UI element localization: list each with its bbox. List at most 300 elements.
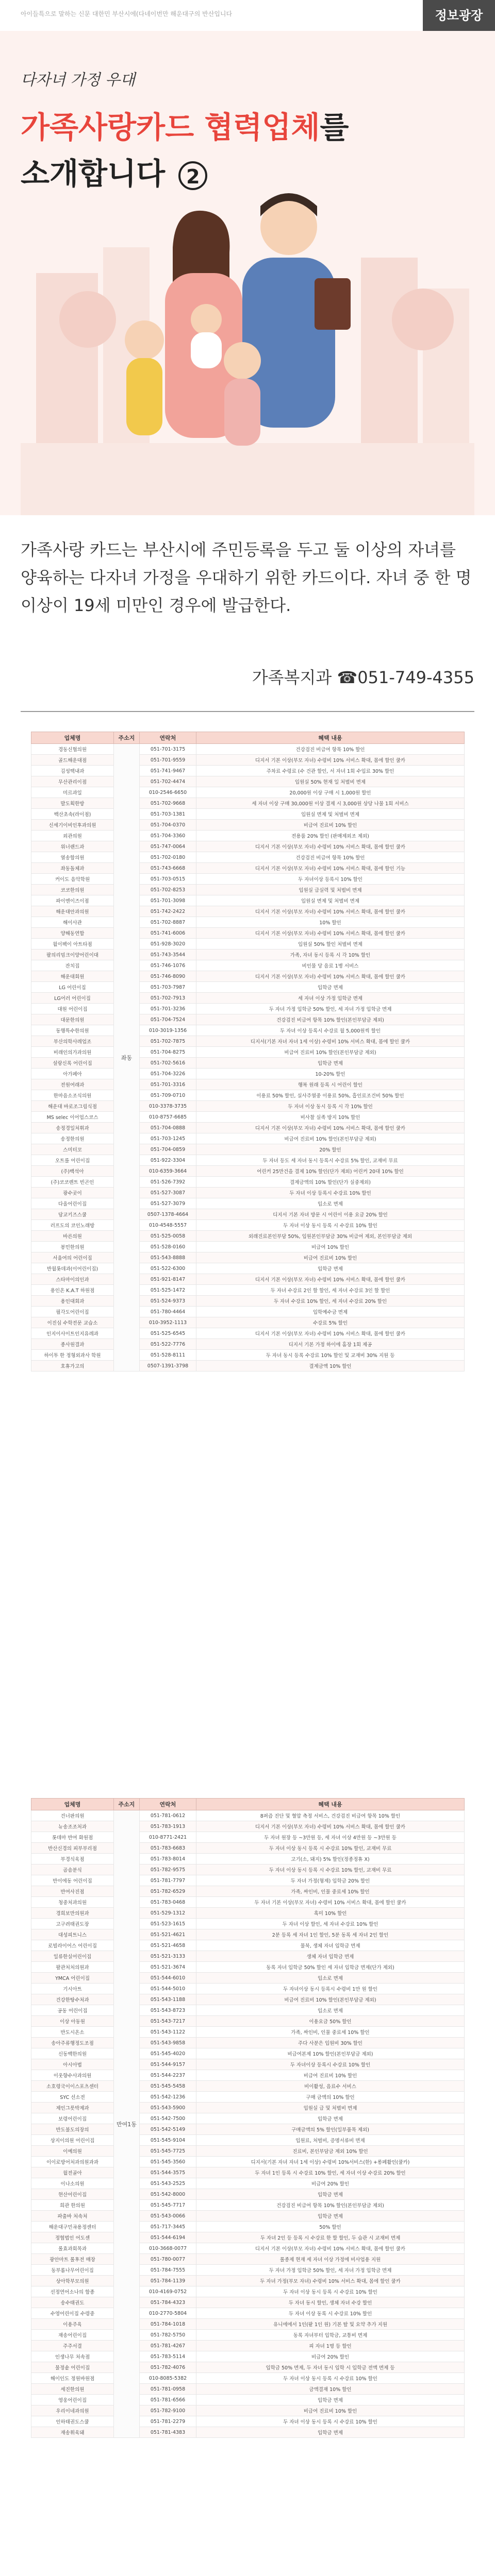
table-row <box>31 885 465 895</box>
business-name-cell: 보령어린이집 <box>31 2113 114 2124</box>
phone-cell: 051-542-7500 <box>140 2113 196 2124</box>
benefit-cell: 두 자녀 이상 동시 등록 시 수강료 10% 할인 <box>196 1220 465 1231</box>
benefit-cell: 어린커 25만건을 결제 10% 할인(단가 제외) 어린커 20대 10% 할인 <box>196 1166 465 1177</box>
table-header-row <box>31 732 465 744</box>
business-name-cell: 월전골아 <box>31 2167 114 2178</box>
phone-cell: 051-544-3575 <box>140 2167 196 2178</box>
phone-cell: 051-702-7913 <box>140 993 196 1004</box>
table-row <box>31 2384 465 2395</box>
phone-cell: 051-528-0160 <box>140 1242 196 1252</box>
business-name-cell: LG 어린이집 <box>31 982 114 993</box>
phone-cell: 051-545-3560 <box>140 2157 196 2167</box>
benefit-cell: 비인물 당 음료 1병 서비스 <box>196 960 465 971</box>
region-cell: 반여1동 <box>114 1810 140 2438</box>
business-name-cell: 곰솜분식 <box>31 1865 114 1875</box>
benefit-cell: 두 자녀 이상 동시 등록 시 수강료 10% 할인 <box>196 2286 465 2297</box>
business-name-cell: 반산신경의 피부부리점 <box>31 1843 114 1854</box>
benefit-cell: 디지서 기본 이상(부모 자녀) 수령비 10% 서비스 확대, 몸에 할인 기능 <box>196 863 465 874</box>
table-row <box>31 2200 465 2211</box>
table-row <box>31 1004 465 1014</box>
table-row <box>31 2351 465 2362</box>
benefit-cell: 디지서 기본 이상(부모 자녀) 수령비 10% 서비스 확대, 몸에 할인 쿨카 <box>196 1274 465 1285</box>
table-row <box>31 820 465 831</box>
phone-cell: 010-4548-5557 <box>140 1220 196 1231</box>
phone-cell: 051-701-3316 <box>140 1079 196 1090</box>
phone-cell: 051-526-7392 <box>140 1177 196 1188</box>
benefit-cell: 입원실 면제 및 처벌비 면제 <box>196 895 465 906</box>
phone-cell: 051-742-2422 <box>140 906 196 917</box>
table-row <box>31 2048 465 2059</box>
phone-cell: 051-544-5010 <box>140 1984 196 1994</box>
benefit-cell: 입학금 면제 <box>196 982 465 993</box>
business-name-cell: 월이팩이 아트타점 <box>31 939 114 950</box>
phone-cell: 0507-1378-4664 <box>140 1209 196 1220</box>
table-row <box>31 1908 465 1919</box>
business-name-cell: 서울여의 어린이집 <box>31 1252 114 1263</box>
table-row <box>31 841 465 852</box>
business-name-cell: 청중처과의원 <box>31 1897 114 1908</box>
phone-cell: 010-6359-3664 <box>140 1166 196 1177</box>
benefit-cell: 두 자녀 원장 등 ~3만원 등, 세 자녀 이상 4만원 등 ~3만원 등 <box>196 1832 465 1843</box>
table-row <box>31 1014 465 1025</box>
benefit-cell: 건강검진 비급여 항목 10% 할인 <box>196 744 465 755</box>
business-name-cell: 담교키즈스쿨 <box>31 1209 114 1220</box>
table-row <box>31 1973 465 1984</box>
phone-cell: 051-702-9668 <box>140 798 196 809</box>
section-badge: 정보광장 <box>423 0 495 31</box>
benefit-cell: 비급여본제 10% 할인(본인부담금 제외) <box>196 2048 465 2059</box>
phone-cell: 051-782-4076 <box>140 2362 196 2373</box>
phone-cell: 051-781-2279 <box>140 2416 196 2427</box>
phone-cell: 010-8771-2421 <box>140 1832 196 1843</box>
benefit-cell: 두 자녀이상 동시 등록시 수령비 1만 원 할인 <box>196 1984 465 1994</box>
benefit-cell: 두 자녀 2인 등 등록 시 수강료 한 할 할인, 두 습관 시 교재비 면제 <box>196 2232 465 2243</box>
benefit-cell: 디지서 기본 가정 하이에 홈장 1회 제공 <box>196 1339 465 1350</box>
business-name-cell: 주주서결 <box>31 2341 114 2351</box>
business-name-cell: 이이로방어처과의원과과 <box>31 2157 114 2167</box>
table-row <box>31 2232 465 2243</box>
phone-cell: 051-743-6668 <box>140 863 196 874</box>
business-name-cell: 한마음소조식의원 <box>31 1090 114 1101</box>
table-row <box>31 1361 465 1371</box>
benefit-cell: 비급여 20% 할인 <box>196 2351 465 2362</box>
benefit-cell: 외래진료본인부담 50%, 입원본인부담금 30% 비급여 제외, 본인부담금 제외 <box>196 1231 465 1242</box>
phone-cell: 051-702-4474 <box>140 776 196 787</box>
table-row <box>31 2092 465 2103</box>
phone-cell: 051-781-6566 <box>140 2395 196 2405</box>
benefit-cell: 이용료 50% 할인, 실사주열중 이용료 50%, 흡인료조건비 50% 할인 <box>196 1090 465 1101</box>
benefit-cell: 디지서 기본 이상(부모 자녀) 수령비 10% 서비스 확대, 몸에 할인 쿨카 <box>196 2243 465 2254</box>
table-row <box>31 1069 465 1079</box>
divider <box>21 711 474 712</box>
business-name-cell: (주)코코렌트 빈곤인 <box>31 1177 114 1188</box>
table-row <box>31 744 465 755</box>
benefit-cell: 동록 자녀 입학금 50% 할인 세 자녀 입학금 면제(단가 제외) <box>196 1962 465 1973</box>
business-name-cell: 소호령국이이스포츠센터 <box>31 2081 114 2092</box>
business-name-cell: 오트를 어린이집 <box>31 1155 114 1166</box>
benefit-cell: 비급여 20% 할인 <box>196 2178 465 2189</box>
phone-cell: 010-3668-0077 <box>140 2243 196 2254</box>
table-row <box>31 1177 465 1188</box>
table-row <box>31 993 465 1004</box>
business-name-cell: 스미터꼬 <box>31 1144 114 1155</box>
business-name-cell: 팔관처처의원과 <box>31 1962 114 1973</box>
phone-cell: 051-747-0064 <box>140 841 196 852</box>
phone-cell: 051-780-0077 <box>140 2254 196 2265</box>
phone-cell: 051-545-7717 <box>140 2200 196 2211</box>
benefit-cell: 디지서 기본 이상(부모 자녀) 수령비 10% 서비스 확대, 몸에 할인 쿨카 <box>196 971 465 982</box>
business-name-cell: 발도획한방 <box>31 798 114 809</box>
benefit-cell: 비급여 10% 할인 <box>196 1242 465 1252</box>
business-name-cell: 해이사관 <box>31 917 114 928</box>
benefit-cell: 두 자녀 이상 동시 등록 시 수강료 10% 할인, 교재비 무료 <box>196 1843 465 1854</box>
benefit-cell: 입원실 급 및 처벌비 면제 <box>196 2103 465 2113</box>
table-row <box>31 1133 465 1144</box>
phone-cell: 010-8757-6685 <box>140 1112 196 1123</box>
table-header-cell: 업체명 <box>31 1799 114 1810</box>
table-row <box>31 939 465 950</box>
phone-cell: 051-543-1122 <box>140 2027 196 2038</box>
table-row <box>31 2265 465 2276</box>
business-name-cell: 반여사진점 <box>31 1886 114 1897</box>
business-name-cell: 아시아법 <box>31 2059 114 2070</box>
benefit-cell: 롤종제 현재 세 자녀 이상 가정에 비사업용 지원 <box>196 2254 465 2265</box>
benefit-cell: 동록 자녀부터 입학금, 교통비 면제 <box>196 2330 465 2341</box>
phone-cell: 051-703-1381 <box>140 809 196 820</box>
benefit-cell: 디지서(기본 자녀 자녀 1세 이상) 수령비 10% 서비스 확대, 몸에 할인 쿨카 <box>196 1036 465 1047</box>
table-row <box>31 1263 465 1274</box>
table-row <box>31 1875 465 1886</box>
phone-cell: 051-702-5616 <box>140 1058 196 1069</box>
table-row <box>31 1843 465 1854</box>
hero-title2-number: 2 <box>178 161 207 190</box>
business-name-cell: 설랑신록 어린이집 <box>31 1058 114 1069</box>
benefit-cell: 입학금 면제 <box>196 1058 465 1069</box>
benefit-cell: 20% 할인 <box>196 1144 465 1155</box>
phone-cell: 051-780-4464 <box>140 1307 196 1317</box>
business-name-cell: 공동 어린이집 <box>31 2005 114 2016</box>
table-row <box>31 809 465 820</box>
table-header-cell: 주소지 <box>114 732 140 744</box>
table-row <box>31 2124 465 2135</box>
table-row <box>31 755 465 766</box>
phone-cell: 051-543-7217 <box>140 2016 196 2027</box>
table-row <box>31 1209 465 1220</box>
phone-cell: 051-784-1018 <box>140 2319 196 2330</box>
business-name-cell: 건강한탕수처과 <box>31 1994 114 2005</box>
benefit-cell: 진료비, 본인부담금 제외 10% 할인 <box>196 2146 465 2157</box>
table-row <box>31 1339 465 1350</box>
business-name-cell: 인지이사이트인지유레과 <box>31 1328 114 1339</box>
table-row <box>31 1865 465 1875</box>
phone-cell: 051-543-8723 <box>140 2005 196 2016</box>
business-name-cell: 경희보만의원과 <box>31 1908 114 1919</box>
benefit-cell: 전용룸 20% 할인 (판매제외조 제외) <box>196 831 465 841</box>
business-name-cell: 필각도어린이집 <box>31 1307 114 1317</box>
table-row <box>31 2178 465 2189</box>
benefit-cell: 두 자녀 이상 동시 등록 시 수강료 10% 할인 <box>196 2373 465 2384</box>
phone-cell: 051-781-4383 <box>140 2427 196 2438</box>
phone-cell: 051-525-1472 <box>140 1285 196 1296</box>
business-name-cell: 반월롯데과(이어린이집) <box>31 1263 114 1274</box>
business-name-cell: 이웃향수사과의원 <box>31 2070 114 2081</box>
table-row <box>31 2297 465 2308</box>
phone-cell: 051-782-9100 <box>140 2405 196 2416</box>
benefit-cell: 고기(소, 돼지) 5% 할인(정종정휴 X) <box>196 1854 465 1865</box>
phone-cell: 051-783-8014 <box>140 1854 196 1865</box>
phone-cell: 051-781-0612 <box>140 1810 196 1821</box>
business-name-cell: 용인대회과 <box>31 1296 114 1307</box>
benefit-cell: 가족, 자녀 동시 등록 시 각 10% 할인 <box>196 950 465 960</box>
phone-cell: 051-545-7725 <box>140 2146 196 2157</box>
table-row <box>31 1929 465 1940</box>
phone-cell: 051-529-1312 <box>140 1908 196 1919</box>
phone-cell: 051-543-1188 <box>140 1994 196 2005</box>
phone-cell: 051-702-8253 <box>140 885 196 895</box>
benefit-cell: 비급여 진료비 10% 할인 <box>196 820 465 831</box>
table-row <box>31 960 465 971</box>
phone-cell: 051-922-3304 <box>140 1155 196 1166</box>
phone-cell: 051-524-9373 <box>140 1296 196 1307</box>
phone-cell: 051-525-6545 <box>140 1328 196 1339</box>
table-row <box>31 776 465 787</box>
benefit-cell: 비급여 진료비 10% 할인(본인부담금 제외) <box>196 1047 465 1058</box>
table-row <box>31 2038 465 2048</box>
benefit-cell: 흑미 10% 할인 <box>196 1908 465 1919</box>
table-row <box>31 2027 465 2038</box>
table-row <box>31 2286 465 2297</box>
benefit-cell: 입학금 50% 면제, 두 자녀 동시 입학 시 입학금 전액 면제 등 <box>196 2362 465 2373</box>
contact-info: 가족복지과 ☎051-749-4355 <box>252 668 474 687</box>
table-row <box>31 1810 465 1821</box>
business-name-cell: 커이도 음악학원 <box>31 874 114 885</box>
business-name-cell: 해운대구민곡용정센터 <box>31 2222 114 2232</box>
table-row <box>31 2395 465 2405</box>
business-name-cell: 골드해운대점 <box>31 755 114 766</box>
phone-cell: 051-542-8000 <box>140 2189 196 2200</box>
table-row <box>31 1025 465 1036</box>
phone-cell: 051-781-4267 <box>140 2341 196 2351</box>
business-name-cell: 희관 한의원 <box>31 2200 114 2211</box>
phone-cell: 010-2770-5804 <box>140 2308 196 2319</box>
phone-cell: 051-542-5149 <box>140 2124 196 2135</box>
benefit-cell: 입소로 면제 <box>196 1973 465 1984</box>
phone-cell: 051-704-0370 <box>140 820 196 831</box>
table-row <box>31 2157 465 2167</box>
benefit-cell: 가족, 싸인비, 인물 중료세 10% 할인 <box>196 1886 465 1897</box>
benefit-cell: 두 자녀 수강료 2인 할 할인, 세 자녀 수강료 3인 할 할인 <box>196 1285 465 1296</box>
table-row <box>31 1101 465 1112</box>
business-name-cell: 아가페아 <box>31 1069 114 1079</box>
benefit-cell: 입학예수금 면제 <box>196 1307 465 1317</box>
table-row <box>31 2330 465 2341</box>
business-name-cell: 종사원결과 <box>31 1339 114 1350</box>
benefit-cell: 입소로 면제 <box>196 1198 465 1209</box>
table-row <box>31 1155 465 1166</box>
business-name-cell: 해이인도 정원바원점 <box>31 2373 114 2384</box>
benefit-cell: 주다 사분은 입원비 30% 할인 <box>196 2038 465 2048</box>
table-row <box>31 2016 465 2027</box>
benefit-cell: 50% 할인 <box>196 2222 465 2232</box>
business-name-cell: 호휴가고의 <box>31 1361 114 1371</box>
phone-cell: 051-543-5900 <box>140 2103 196 2113</box>
phone-cell: 051-543-9858 <box>140 2038 196 2048</box>
hero-title-highlight: 가족사랑카드 협력업체 <box>21 110 320 145</box>
business-name-cell: 이나소의원 <box>31 2178 114 2189</box>
phone-cell: 010-3019-1356 <box>140 1025 196 1036</box>
table-row <box>31 2113 465 2124</box>
benefit-cell: 구매금액의 5% 할인(일부품목 제외) <box>196 2124 465 2135</box>
business-name-cell: 비래인의가과의원 <box>31 1047 114 1058</box>
table-row <box>31 2427 465 2438</box>
business-name-cell: 일류한실어린이집 <box>31 1951 114 1962</box>
phone-cell: 051-784-1139 <box>140 2276 196 2286</box>
business-name-cell: 송수태권도 <box>31 2297 114 2308</box>
benefit-cell: 두 자녀 이상 할인, 세 자녀 수강료 10% 할인 <box>196 1919 465 1929</box>
phone-cell: 051-525-0058 <box>140 1231 196 1242</box>
benefit-cell: 금액결재 10% 할인 <box>196 2384 465 2395</box>
hero-title2-text: 소개합니다 <box>21 156 166 191</box>
business-name-cell: 고구려태권도장 <box>31 1919 114 1929</box>
table-row <box>31 2146 465 2157</box>
benefit-cell: 두 자녀 이상 등록시 수강료 월 5,000원씩 할인 <box>196 1025 465 1036</box>
business-name-cell: 위너랜드과 <box>31 841 114 852</box>
table-row <box>31 2189 465 2200</box>
business-name-cell: 정협법인 어도센 <box>31 2232 114 2243</box>
benefit-cell: 수강료 5% 할인 <box>196 1317 465 1328</box>
business-name-cell: 대원 어린이집 <box>31 1004 114 1014</box>
table-row <box>31 2005 465 2016</box>
benefit-cell: 2분 등록 세 자녀 1인 할인, 5분 동록 세 자녀 2인 할인 <box>196 1929 465 1940</box>
table-row <box>31 1919 465 1929</box>
phone-cell: 051-781-0958 <box>140 2384 196 2395</box>
phone-cell: 051-544-6010 <box>140 1973 196 1984</box>
benefit-cell: 세 자녀 이상 구매 30,000원 이상 결제 시 3,000원 상당 나물 1회 서비스 <box>196 798 465 809</box>
phone-cell: 051-543-8888 <box>140 1252 196 1263</box>
table-row <box>31 2059 465 2070</box>
phone-cell: 051-545-9104 <box>140 2135 196 2146</box>
benefit-cell: 가족, 싸인비, 인물 중료세 10% 할인 <box>196 2027 465 2038</box>
phone-cell: 051-741-9467 <box>140 766 196 776</box>
business-name-cell: 바른의원 <box>31 1231 114 1242</box>
phone-cell: 051-543-0066 <box>140 2211 196 2222</box>
business-name-cell: 영웅어린이집 <box>31 2395 114 2405</box>
table-row <box>31 1832 465 1843</box>
table-header-cell: 연락처 <box>140 732 196 744</box>
benefit-cell: 두 자녀 가정(형제) 입학금 20% 할인 <box>196 1875 465 1886</box>
hero-script-text: 다자녀 가정 우대 <box>21 71 135 89</box>
table-row <box>31 1112 465 1123</box>
table-header-cell: 업체명 <box>31 732 114 744</box>
table-row <box>31 874 465 885</box>
business-name-cell: 송정경일처휘과 <box>31 1123 114 1133</box>
phone-cell: 0507-1391-3798 <box>140 1361 196 1371</box>
phone-cell: 010-3952-1113 <box>140 1317 196 1328</box>
benefit-cell: 세 자녀 이상 가정 입학금 면제 <box>196 993 465 1004</box>
business-name-cell: 동부롬나무어린이집 <box>31 2265 114 2276</box>
table-row <box>31 1166 465 1177</box>
business-name-cell: 이용주육 <box>31 2319 114 2330</box>
table-row <box>31 2362 465 2373</box>
benefit-cell: 두 자녀 가정(부모 자녀) 수령비 10% 서비스 확대, 몸에 할인 쿨카 <box>196 2276 465 2286</box>
phone-cell: 051-701-3175 <box>140 744 196 755</box>
phone-cell: 051-703-7987 <box>140 982 196 993</box>
phone-cell: 051-702-8887 <box>140 917 196 928</box>
hero-title-suffix: 를 <box>320 110 349 145</box>
table-row <box>31 2319 465 2330</box>
phone-cell: 051-543-2525 <box>140 2178 196 2189</box>
phone-cell: 051-528-8111 <box>140 1350 196 1361</box>
benefit-cell: 비급여 진료비 10% 할인 <box>196 2070 465 2081</box>
phone-cell: 051-781-7797 <box>140 1875 196 1886</box>
business-name-cell: 팔의리밈크이양어린이대 <box>31 950 114 960</box>
benefit-cell: 디지서 기본 이상(부모 자녀) 수령비 10% 서비스 확대, 몸에 할인 쿨카 <box>196 1821 465 1832</box>
business-name-cell: 코코한의원 <box>31 885 114 895</box>
business-name-cell: 송아주류행정도조점 <box>31 2038 114 2048</box>
phone-cell: 010-4169-0752 <box>140 2286 196 2297</box>
phone-cell: 051-782-5750 <box>140 2330 196 2341</box>
business-name-cell: 롤효과회목과 <box>31 2243 114 2254</box>
business-name-cell: 인하태권도스쿨 <box>31 2416 114 2427</box>
business-name-cell: 광수곳이 <box>31 1188 114 1198</box>
benefit-cell: 행복 원래 등록 시 어린이 할인 <box>196 1079 465 1090</box>
table-row <box>31 831 465 841</box>
benefit-cell: 비사찰 실족 방지 10% 할인 <box>196 1112 465 1123</box>
table-row <box>31 2416 465 2427</box>
business-name-cell: 반도불도의장의 <box>31 2124 114 2135</box>
benefit-cell: 입원실 50% 현재 일 처벌비 면제 <box>196 776 465 787</box>
benefit-cell: 두 자녀 이상 동시 등록 시 수강료 10% 할인, 교재비 무료 <box>196 1865 465 1875</box>
business-name-cell: 전원여래과 <box>31 1079 114 1090</box>
phone-cell: 051-545-4020 <box>140 2048 196 2059</box>
business-name-cell: 경동신협의원 <box>31 744 114 755</box>
phone-cell: 051-704-8275 <box>140 1047 196 1058</box>
table-row <box>31 2308 465 2319</box>
top-note: 아이들특으로 말하는 신문 대한민 부산시에(다네이번만 해운대구의 반산입니다 <box>21 10 233 18</box>
business-name-cell: 김성택내과 <box>31 766 114 776</box>
table-row <box>31 2373 465 2384</box>
table-header-row <box>31 1799 465 1810</box>
phone-cell: 051-527-3079 <box>140 1198 196 1209</box>
business-name-cell: 파이엔이즈이점 <box>31 895 114 906</box>
business-name-cell: 파출바 처속처 <box>31 2211 114 2222</box>
family-illustration <box>0 31 495 515</box>
table-row <box>31 1036 465 1047</box>
business-name-cell: LG어러 어린이집 <box>31 993 114 1004</box>
benefit-cell: 10% 할인 <box>196 917 465 928</box>
benefit-cell: 피 자녀 1명 등 할인 <box>196 2341 465 2351</box>
business-name-cell: 로빌라이어스 어린이집 <box>31 1940 114 1951</box>
benefit-cell: 두 자녀 가정 입학금 50% 할인, 세 자녀 가정 입학금 면제 <box>196 2265 465 2276</box>
table-row <box>31 1144 465 1155</box>
phone-cell: 051-928-3020 <box>140 939 196 950</box>
benefit-cell: 8퍼즘 진단 및 혈압 측정 서비스, 건강검진 비급여 항목 10% 할인 <box>196 1810 465 1821</box>
phone-cell: 051-709-0710 <box>140 1090 196 1101</box>
phone-cell: 051-701-9559 <box>140 755 196 766</box>
table-row <box>31 798 465 809</box>
region-cell: 좌동 <box>114 744 140 1371</box>
business-name-cell: 인생나무 처속점 <box>31 2351 114 2362</box>
business-name-cell: 부경식육점 <box>31 1854 114 1865</box>
partner-table-1 <box>31 732 464 1371</box>
benefit-cell: 두 자녀 이상 등록시 수강료 10% 할인 <box>196 1188 465 1198</box>
phone-cell: 051-783-5114 <box>140 2351 196 2362</box>
phone-cell: 051-527-3087 <box>140 1188 196 1198</box>
table-row <box>31 787 465 798</box>
table-row <box>31 1058 465 1069</box>
hero-banner <box>0 31 495 515</box>
table-row <box>31 2167 465 2178</box>
